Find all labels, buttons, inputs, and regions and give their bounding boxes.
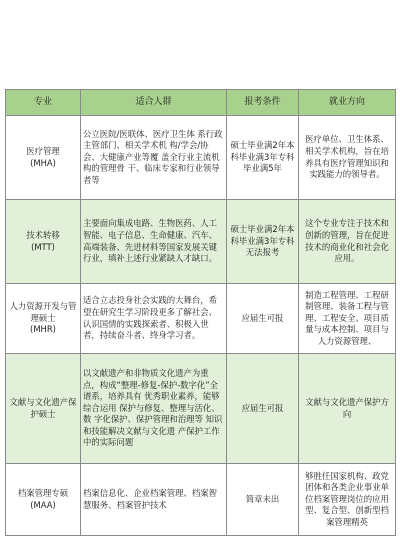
header-requirement: 报考条件 xyxy=(227,90,299,116)
major-cell xyxy=(6,200,81,284)
majors-table xyxy=(5,89,396,536)
major-abbr: (MAA) xyxy=(30,499,56,510)
career-cell: 这个专业专注于技术和创新的管理，旨在促进技术的商业化和社会化应用。 xyxy=(299,200,396,284)
career-cell: 医疗单位、卫生体系、相关学术机构，旨在培养具有医疗管理知识和实践能力的领导者。 xyxy=(299,116,396,200)
major-name: 技术转移 xyxy=(26,229,60,240)
requirement-cell: 硕士毕业满2年本科毕业满3年专科无法报考 xyxy=(227,200,299,284)
target-cell: 公立医院/医联体、医疗卫生体 系行政主管部门、相关学术机 构/学会/协会、大健康产业等覆 盖全行业主流机构的管理骨 干、临床专家和行业领导者等 xyxy=(81,116,227,200)
table-header-row xyxy=(6,90,396,116)
major-cell xyxy=(6,354,81,464)
requirement-cell: 简章未出 xyxy=(227,464,299,536)
table-row xyxy=(6,354,396,464)
career-cell: 制造工程管理、工程研制管理、装备工程与管理、工程安全、项目质量与成本控制、项目与人力资源管理、 xyxy=(299,284,396,354)
table-row xyxy=(6,284,396,354)
career-cell: 够胜任国家机构、政党团体和各类企业事业单位档案管理岗位的应用型、复合型、创新型档案管理精英 xyxy=(299,464,396,536)
requirement-cell: 应届生可报 xyxy=(227,284,299,354)
table-row xyxy=(6,464,396,536)
header-career: 就业方向 xyxy=(299,90,396,116)
major-cell xyxy=(6,284,81,354)
major-cell xyxy=(6,464,81,536)
target-cell: 以文献遗产和非物质文化遗产为重点，构成“整理-修复-保护-数字化”全谱系，培养具有 优秀职业素养，能够综合运用 保护与修复、整理与活化、数 字化保护、保护管理和治理等 知识和技能解决文献与文化遗 产保护工作中的实际问题 xyxy=(81,354,227,464)
target-cell: 档案信息化、企业档案管理、档案智慧服务、档案管护技术 xyxy=(81,464,227,536)
target-cell: 适合立志投身社会实践的大舞台，希望在研究生学习阶段更多了解社会、认识国情的实践探索者、积极入世者，持续奋斗者、终身学习者。 xyxy=(81,284,227,354)
requirement-cell: 应届生可报 xyxy=(227,354,299,464)
header-major: 专业 xyxy=(6,90,81,116)
majors-table-container xyxy=(5,89,395,536)
requirement-cell: 硕士毕业满2年本科毕业满3年专科毕业满5年 xyxy=(227,116,299,200)
major-name: 文献与文化遗产保护硕士 xyxy=(9,396,77,419)
major-abbr: (MHA) xyxy=(30,157,56,168)
major-name: 医疗管理 xyxy=(26,145,60,156)
major-cell xyxy=(6,116,81,200)
major-abbr: (MHR) xyxy=(30,324,56,335)
major-abbr: (MTT) xyxy=(31,241,55,252)
header-target: 适合人群 xyxy=(81,90,227,116)
table-row xyxy=(6,200,396,284)
major-name: 档案管理专硕 xyxy=(17,487,69,498)
target-cell: 主要面向集成电路、生物医药、人工智能、电子信息、生命健康、汽车、高端装备、先进材料等国家发展关键行业，填补上述行业紧缺人才缺口。 xyxy=(81,200,227,284)
career-cell: 文献与文化遗产保护方向 xyxy=(299,354,396,464)
table-row xyxy=(6,116,396,200)
major-name: 人力资源开发与管理硕士 xyxy=(9,301,77,323)
